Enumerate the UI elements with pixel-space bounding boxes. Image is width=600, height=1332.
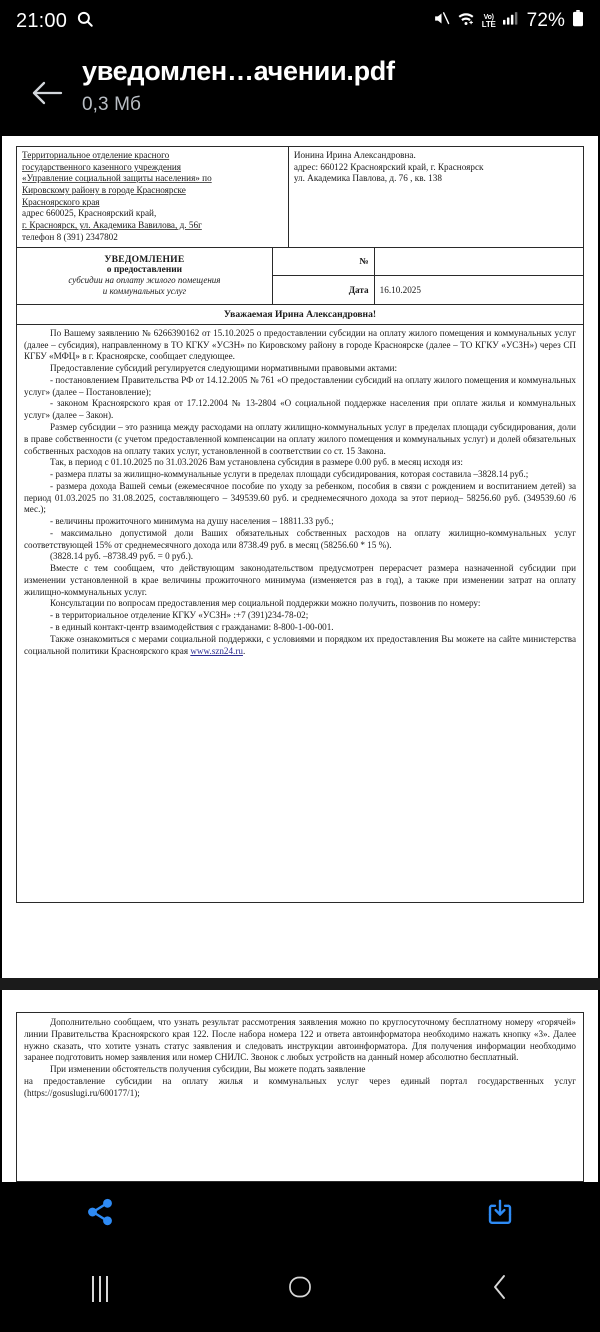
organization-cell	[17, 147, 289, 248]
recents-button[interactable]	[40, 1246, 160, 1332]
table-row	[17, 247, 584, 276]
share-icon	[85, 1197, 115, 1232]
org-line: Кировскому району в городе Красноярске	[22, 185, 186, 196]
back-button[interactable]	[24, 72, 70, 118]
download-icon	[485, 1197, 515, 1232]
recents-icon	[92, 1276, 108, 1302]
org-line: государственного казенного учреждения	[22, 161, 182, 172]
system-nav-bar	[0, 1246, 600, 1332]
paragraph: (3828.14 руб. –8738.49 руб. = 0 руб.).	[50, 551, 194, 562]
paragraph: Предоставление субсидий регулируется следующими нормативными правовыми актами:	[50, 363, 398, 374]
mute-icon	[433, 10, 450, 32]
home-icon	[287, 1272, 313, 1307]
search-icon[interactable]	[76, 10, 94, 33]
paragraph: Так, в период с 01.10.2025 по 31.03.2026 Вам установлена субсидия в размере 0.00 руб. в месяц исходя из:	[50, 457, 463, 468]
paragraph: По Вашему заявлению № 6266390162 от 15.10.2025 о предоставлении субсидии на оплату жилого помещения и коммунальных услуг (далее – субсидия), направленному в ТО КГКУ «УСЗН» по Кировскому району в городе Красноярске (далее – ТО КГКУ «УСЗН») через СП КГБУ «МФЦ» в г. Красноярске, сообщает следующее.	[24, 327, 576, 362]
wifi-icon	[457, 10, 475, 32]
document-body	[16, 325, 584, 903]
action-bar	[0, 1182, 600, 1246]
org-line: телефон 8 (391) 2347802	[22, 231, 118, 242]
paragraph: - законом Красноярского края от 17.12.2004 № 13-2804 «О социальной поддержке населения при оплате жилья и коммунальных услуг» (далее – Закон).	[24, 398, 576, 421]
paragraph: на предоставление субсидии на оплату жилья и коммунальных услуг через единый портал государственных услуг (https://gosuslugi.ru/600177/1);	[24, 1075, 576, 1098]
home-button[interactable]	[240, 1246, 360, 1332]
document-body-page2	[16, 1012, 584, 1182]
file-size-label: 0,3 Мб	[82, 94, 142, 116]
paragraph: Дополнительно сообщаем, что узнать результат рассмотрения заявления можно по круглосуточному бесплатному номеру «горячей» линии Правительства Красноярского края 122. После набора номера 122 и ответа автоинформатора необходимо нажать кнопку «3». Далее нужно сказать, что хотите узнать статус заявления и следовать инструкции автоинформатора. Для получения информации необходимо заранее подготовить номер заявления или номер СНИЛС. Звонок с любых устройств на данный номер абсолютно бесплатный.	[24, 1017, 576, 1063]
website-link[interactable]: www.szn24.ru	[190, 645, 243, 656]
paragraph-text: Также ознакомиться с мерами социальной поддержки, с условиями и порядком их предоставления Вы можете на сайте министерства социальной политики Красноярского края	[24, 633, 576, 656]
org-line: Красноярского края	[22, 196, 100, 207]
org-line: «Управление социальной защиты населения» по	[22, 173, 212, 184]
recipient-line: ул. Академика Павлова, д. 76 , кв. 138	[293, 173, 442, 184]
battery-icon	[572, 10, 584, 32]
paragraph: Размер субсидии – это разница между расходами на оплату жилищно-коммунальных услуг в пределах площади субсидирования, доли в праве собственности (с учетом предоставленной компенсации на оплату жилого помещения и коммунальных услуг) и долей обязательных собственных расходов на оплату таких услуг, установленной в соответствии со ст. 15 Закона.	[24, 422, 576, 456]
share-button[interactable]	[68, 1182, 132, 1246]
paragraph-with-link	[24, 634, 576, 658]
page-title: уведомлен…ачении.pdf	[82, 56, 395, 86]
notice-title-table	[16, 247, 584, 305]
pdf-viewer[interactable]	[0, 136, 600, 1182]
volte-top-label: Vo)	[483, 13, 494, 21]
org-line: адрес 660025, Красноярский край,	[22, 208, 157, 219]
paragraph: При изменении обстоятельств получения субсидии, Вы можете подать заявление	[50, 1064, 366, 1075]
document-header-table	[16, 146, 584, 248]
notice-number-value	[374, 247, 583, 276]
app-bar-titles	[82, 52, 395, 116]
link-suffix: .	[242, 645, 246, 656]
page-separator	[0, 978, 600, 990]
notice-number-label: №	[272, 247, 374, 276]
volte-icon	[482, 14, 496, 29]
recipient-cell	[288, 147, 583, 248]
notice-title: УВЕДОМЛЕНИЕ	[104, 253, 185, 265]
paragraph: - максимально допустимой доли Ваших обязательных собственных расходов на оплату жилищно-коммунальных услуг соответствующей 15% от среднемесячного дохода или 8738.49 руб. в месяц (58256.60 * 15 %).	[24, 527, 576, 550]
paragraph: - величины прожиточного минимума на душу населения – 18811.33 руб.;	[50, 516, 334, 527]
notice-date-label: Дата	[272, 276, 374, 305]
org-line: Территориальное отделение красного	[22, 150, 170, 160]
recipient-line: Ионина Ирина Александровна.	[293, 150, 416, 160]
table-row	[17, 147, 584, 248]
nav-back-button[interactable]	[440, 1246, 560, 1332]
download-button[interactable]	[468, 1182, 532, 1246]
paragraph: Вместе с тем сообщаем, что действующим законодательством предусмотрен перерасчет размера назначенной субсидии при изменении установленной в крае величины прожиточного минимума (изменяется раз в год), а также при изменении затрат на оплату жилищно-коммунальных услуг.	[24, 563, 576, 597]
notice-desc-line: субсидии на оплату жилого помещения	[68, 274, 221, 285]
paragraph: - постановлением Правительства РФ от 14.12.2005 № 761 «О предоставлении субсидий на оплату жилого помещения и коммунальных услуг» (далее – Постановление);	[24, 374, 576, 397]
paragraph: - в единый контакт-центр взаимодействия с гражданами: 8-800-1-00-001.	[50, 622, 334, 633]
paragraph: - размера платы за жилищно-коммунальные услуги в пределах площади субсидирования, которая составила –3828.14 руб.;	[50, 469, 529, 480]
back-arrow-icon	[30, 78, 64, 113]
paragraph: Консультации по вопросам предоставления мер социальной поддержки можно получить, позвонив по номеру:	[50, 598, 481, 609]
status-time: 21:00	[16, 9, 68, 32]
org-line: г. Красноярск, ул. Академика Вавилова, д. 56г	[22, 220, 202, 231]
notice-desc-line: и коммунальных услуг	[102, 286, 187, 297]
status-bar-right	[433, 10, 584, 32]
back-chevron-icon	[488, 1272, 512, 1307]
paragraph: - размера дохода Вашей семьи (ежемесячное пособие по уходу за ребенком, пособия в связи с рождением и воспитанием детей) за период 01.03.2025 по 31.08.2025, составляющего – 349539.60 руб. и среднемесячного дохода за этот период– 58256.60 руб. (349539.60 /6 мес.);	[24, 480, 576, 515]
app-bar	[0, 42, 600, 136]
greeting-line: Уважаемая Ирина Александровна!	[16, 305, 584, 325]
notice-date-value: 16.10.2025	[374, 276, 583, 305]
battery-percent-label: 72%	[526, 10, 565, 31]
status-bar	[0, 0, 600, 42]
pdf-page-2	[2, 990, 598, 1182]
recipient-line: адрес: 660122 Красноярский край, г. Красноярск	[293, 161, 484, 172]
signal-bars-icon	[503, 11, 520, 31]
paragraph: - в территориальное отделение КГКУ «УСЗН» :+7 (391)234-78-02;	[50, 610, 309, 621]
status-bar-left	[16, 10, 94, 33]
notice-title-cell	[17, 247, 273, 304]
notice-subtitle: о предоставлении	[106, 264, 183, 275]
volte-bottom-label: LTE	[481, 19, 496, 29]
pdf-page-1	[2, 136, 598, 978]
